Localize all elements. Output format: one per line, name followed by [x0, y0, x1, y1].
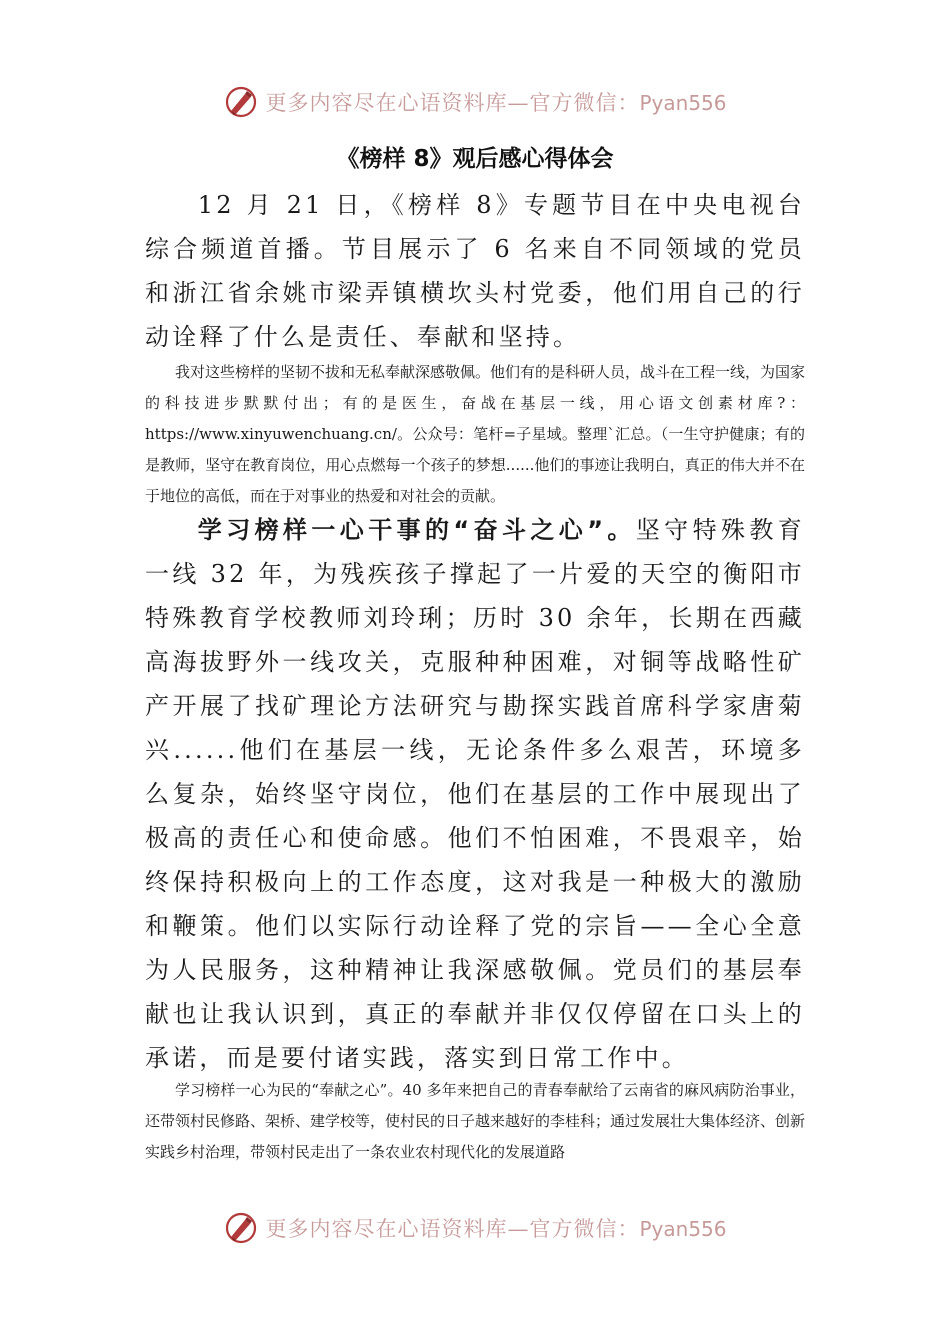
banner-text: 更多内容尽在心语资料库—官方微信：Pyan556: [265, 1217, 727, 1241]
paragraph-dedication: 学习榜样一心为民的“奉献之心”。40 多年来把自己的青春奉献给了云南省的麻风病防治事业，还带领村民修路、架桥、建学校等，使村民的日子越来越好的李桂科；通过发展壮大集体经济、创新实践乡村治理，带领村民走出了一条农业农村现代化的发展道路: [145, 1081, 806, 1161]
paragraph-intro: 12 月 21 日，《榜样 8》专题节目在中央电视台综合频道首播。节目展示了 6 名来自不同领域的党员和浙江省余姚市梁弄镇横坎头村党委，他们用自己的行动诠释了什么是责任、奉献和坚持。: [145, 191, 805, 351]
paragraph-admiration: 我对这些榜样的坚韧不拔和无私奉献深感敬佩。他们有的是科研人员，战斗在工程一线，为国家的科技进步默默付出；有的是医生，奋战在基层一线，用心语文创素材库?：https://www.xinyuwenchuang.cn/。公众号：笔杆=子星域。整理`汇总。（一生守护健康；有的是教师，坚守在教育岗位，用心点燃每一个孩子的梦想......他们的事迹让我明白，真正的伟大并不在于地位的高低，而在于对事业的热爱和对社会的贡献。: [145, 363, 806, 505]
pen-logo-icon: [223, 1210, 259, 1246]
banner-text: 更多内容尽在心语资料库—官方微信：Pyan556: [265, 91, 727, 115]
document-title: 《榜样 8》观后感心得体会: [336, 146, 614, 172]
pen-logo-icon: [223, 84, 259, 120]
header-banner: [0, 82, 950, 122]
paragraph-struggle: [145, 508, 805, 1080]
paragraph-struggle-body: 坚守特殊教育一线 32 年，为残疾孩子撑起了一片爱的天空的衡阳市特殊教育学校教师刘玲琍；历时 30 余年，长期在西藏高海拔野外一线攻关，克服种种困难，对铜等战略性矿产开展了找矿理论方法研究与勘探实践首席科学家唐菊兴......他们在基层一线，无论条件多么艰苦，环境多么复杂，始终坚守岗位，他们在基层的工作中展现出了极高的责任心和使命感。他们不怕困难，不畏艰辛，始终保持积极向上的工作态度，这对我是一种极大的激励和鞭策。他们以实际行动诠释了党的宗旨——全心全意为人民服务，这种精神让我深感敬佩。党员们的基层奉献也让我认识到，真正的奉献并非仅仅停留在口头上的承诺，而是要付诸实践，落实到日常工作中。: [145, 516, 805, 1072]
footer-banner: [0, 1208, 950, 1248]
paragraph-struggle-lead: 学习榜样一心干事的“奋斗之心”。: [197, 516, 636, 544]
